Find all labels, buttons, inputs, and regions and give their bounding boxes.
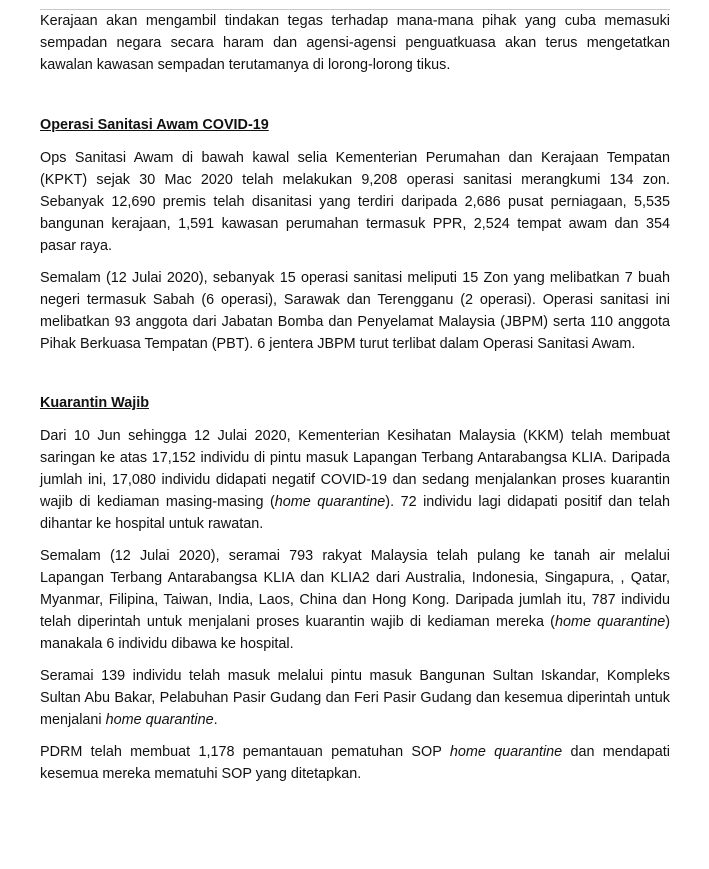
- sanitasi-paragraph-2: Semalam (12 Julai 2020), sebanyak 15 operasi sanitasi meliputi 15 Zon yang melibatkan 7 buah negeri termasuk Sabah (6 operasi), Sarawak dan Terengganu (2 operasi). Operasi sanitasi ini melibatkan 93 anggota dari Jabatan Bomba dan Penyelamat Malaysia (JBPM) serta 110 anggota Pihak Berkuasa Tempatan (PBT). 6 jentera JBPM turut terlibat dalam Operasi Sanitasi Awam.: [40, 270, 670, 352]
- text-run: .: [213, 712, 218, 728]
- intro-paragraph: Kerajaan akan mengambil tindakan tegas terhadap mana-mana pihak yang cuba memasuki sempadan negara secara haram dan agensi-agensi penguatkuasa akan terus mengetatkan kawalan kawasan sempadan terutamanya di lorong-lorong tikus.: [40, 13, 670, 73]
- text-run: PDRM telah membuat 1,178 pemantauan pematuhan SOP: [40, 744, 450, 760]
- text-run: Semalam (12 Julai 2020), seramai 793 rakyat Malaysia telah pulang ke tanah air melalui Lapangan Terbang Antarabangsa KLIA dan KLIA2 dari Australia, Indonesia, Singapura, , Qatar, Myanmar, Filipina, Taiwan, India, Laos, China dan Hong Kong. Daripada jumlah itu, 787 individu telah diperintah untuk menjalani proses kuarantin wajib di kediaman mereka (: [40, 548, 670, 630]
- kuarantin-paragraph-2: [40, 545, 670, 655]
- kuarantin-paragraph-1: [40, 425, 670, 535]
- italic-term: home quarantine: [105, 712, 214, 728]
- text-run: ) manakala 6 individu dibawa ke hospital.: [40, 614, 670, 652]
- sanitasi-paragraph-1: Ops Sanitasi Awam di bawah kawal selia Kementerian Perumahan dan Kerajaan Tempatan (KPKT) sejak 30 Mac 2020 telah melakukan 9,208 operasi sanitasi merangkumi 134 zon. Sebanyak 12,690 premis telah disanitasi yang terdiri daripada 2,686 pusat perniagaan, 5,535 bangunan kerajaan, 1,591 kawasan perumahan termasuk PPR, 2,524 tempat awam dan 354 pasar raya.: [40, 150, 670, 254]
- section-heading-kuarantin: Kuarantin Wajib: [40, 395, 149, 411]
- section-heading-sanitasi: Operasi Sanitasi Awam COVID-19: [40, 117, 269, 133]
- text-run: Seramai 139 individu telah masuk melalui pintu masuk Bangunan Sultan Iskandar, Kompleks Sultan Abu Bakar, Pelabuhan Pasir Gudang dan Feri Pasir Gudang dan kesemua diperintah untuk menjalani: [40, 668, 670, 728]
- italic-term: home quarantine: [274, 494, 386, 510]
- text-run: Dari 10 Jun sehingga 12 Julai 2020, Kementerian Kesihatan Malaysia (KKM) telah membuat saringan ke atas 17,152 individu di pintu masuk Lapangan Terbang Antarabangsa KLIA. Daripada jumlah ini, 17,080 individu didapati negatif COVID-19 dan sedang menjalankan proses kuarantin wajib di kediaman masing-masing (: [40, 428, 670, 510]
- italic-term: home quarantine: [449, 744, 563, 760]
- kuarantin-paragraph-3: [40, 665, 670, 731]
- italic-term: home quarantine: [554, 614, 666, 630]
- kuarantin-paragraph-4: [40, 741, 670, 785]
- text-run: dan mendapati kesemua mereka mematuhi SOP yang ditetapkan.: [40, 744, 670, 782]
- text-run: ). 72 individu lagi didapati positif dan telah dihantar ke hospital untuk rawatan.: [40, 494, 670, 532]
- document-page: [40, 10, 670, 785]
